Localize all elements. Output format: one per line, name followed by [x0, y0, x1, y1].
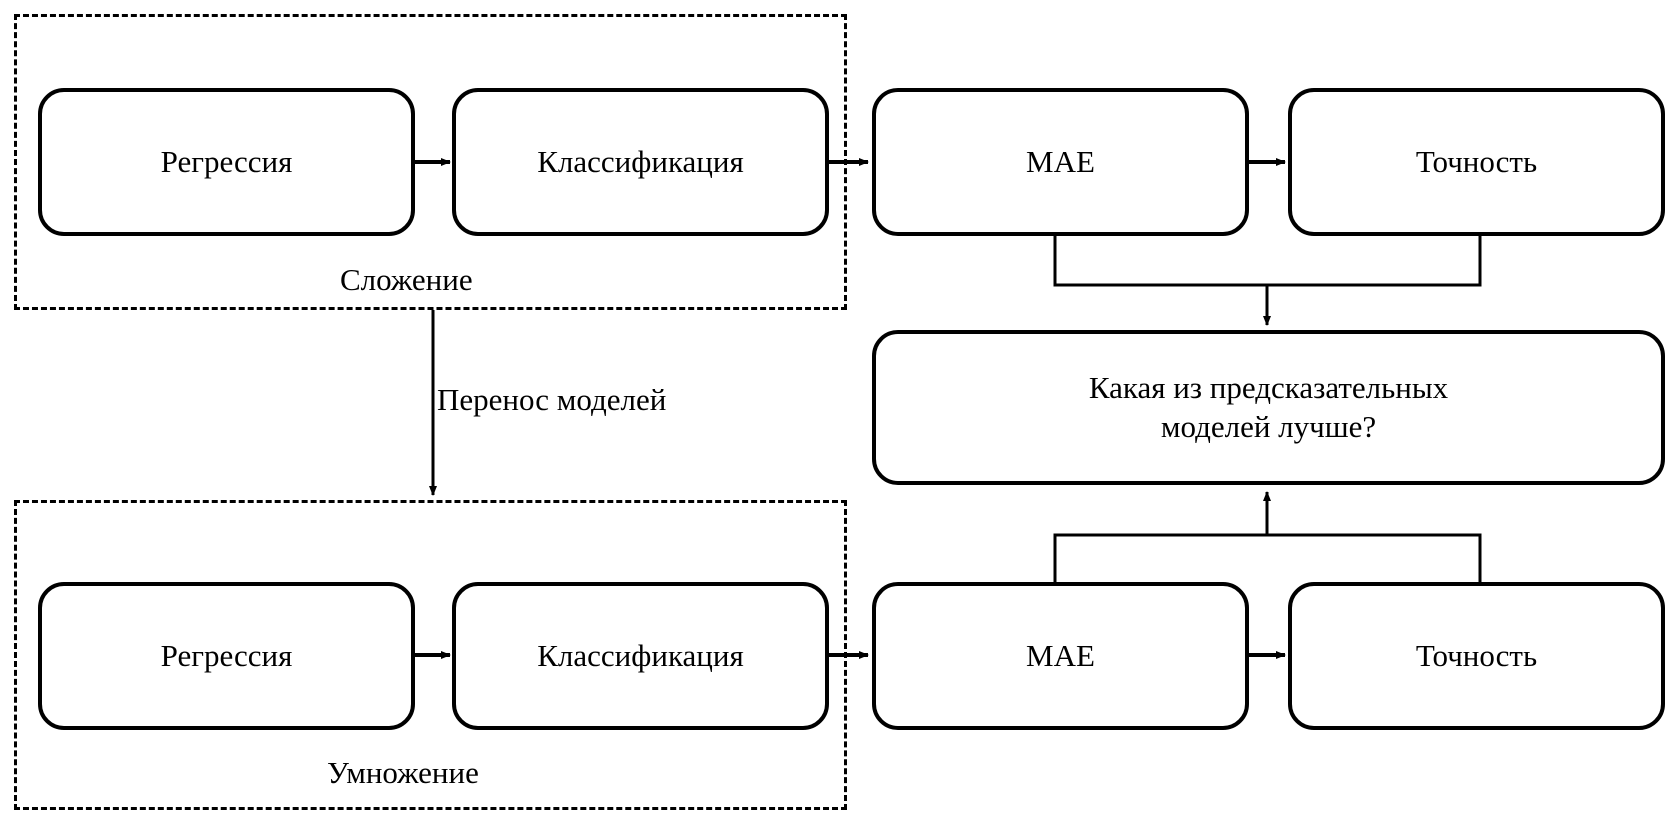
- question-line-1: Какая из предсказательных: [1088, 369, 1449, 405]
- node-bottom-regression[interactable]: Регрессия: [38, 582, 415, 730]
- question-line-2: моделей лучше?: [1160, 408, 1377, 444]
- node-top-mae[interactable]: MAE: [872, 88, 1249, 236]
- node-top-accuracy[interactable]: Точность: [1288, 88, 1665, 236]
- node-bottom-accuracy[interactable]: Точность: [1288, 582, 1665, 730]
- node-top-regression[interactable]: Регрессия: [38, 88, 415, 236]
- node-bottom-classification[interactable]: Классификация: [452, 582, 829, 730]
- node-question[interactable]: [872, 330, 1665, 485]
- node-top-classification[interactable]: Классификация: [452, 88, 829, 236]
- multiplication-group-label: Умножение: [327, 755, 479, 790]
- transfer-of-models-label: Перенос моделей: [437, 382, 667, 417]
- node-bottom-mae[interactable]: MAE: [872, 582, 1249, 730]
- addition-group-label: Сложение: [340, 262, 473, 297]
